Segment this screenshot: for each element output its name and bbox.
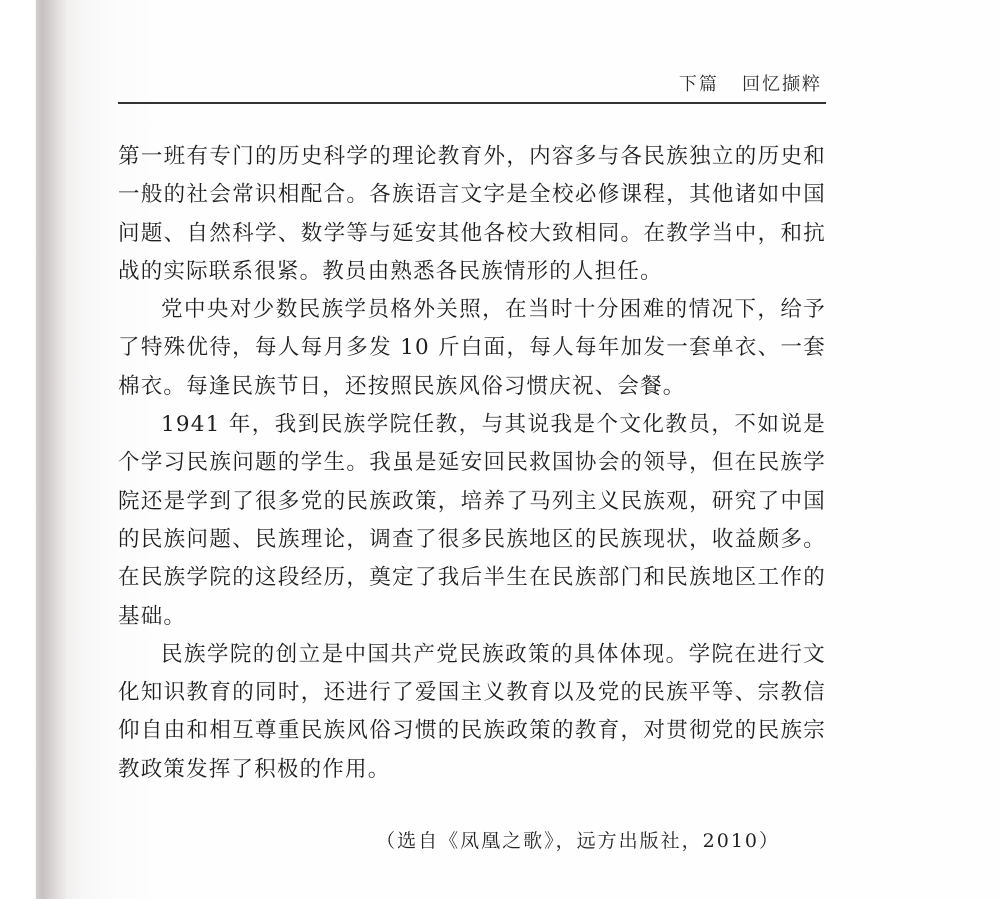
running-header	[679, 70, 822, 96]
source-citation: （选自《凤凰之歌》，远方出版社，2010）	[376, 830, 780, 852]
body-text	[118, 138, 826, 789]
paragraph-1: 第一班有专门的历史科学的理论教育外，内容多与各民族独立的历史和一般的社会常识相配合。各族语言文字是全校必修课程，其他诸如中国问题、自然科学、数学等与延安其他各校大致相同。在教学当中，和抗战的实际联系很紧。教员由熟悉各民族情形的人担任。	[118, 144, 826, 284]
book-spine-shadow	[36, 0, 66, 899]
header-section: 下篇	[678, 74, 719, 95]
paragraph-2: 党中央对少数民族学员格外关照，在当时十分困难的情况下，给予了特殊优待，每人每月多发 10 斤白面，每人每年加发一套单衣、一套棉衣。每逢民族节日，还按照民族风俗习惯庆祝、会餐。	[118, 297, 826, 399]
paragraph-4: 民族学院的创立是中国共产党民族政策的具体体现。学院在进行文化知识教育的同时，还进行了爱国主义教育以及党的民族平等、宗教信仰自由和相互尊重民族风俗习惯的民族政策的教育，对贯彻党的民族宗教政策发挥了积极的作用。	[118, 641, 826, 782]
header-title: 回忆撷粹	[742, 74, 822, 95]
paragraph-3: 1941 年，我到民族学院任教，与其说我是个文化教员，不如说是个学习民族问题的学生。我虽是延安回民救国协会的领导，但在民族学院还是学到了很多党的民族政策，培养了马列主义民族观，研究了中国的民族问题、民族理论，调查了很多民族地区的民族现状，收益颇多。在民族学院的这段经历，奠定了我后半生在民族部门和民族地区工作的基础。	[118, 412, 826, 629]
header-rule	[118, 102, 826, 104]
